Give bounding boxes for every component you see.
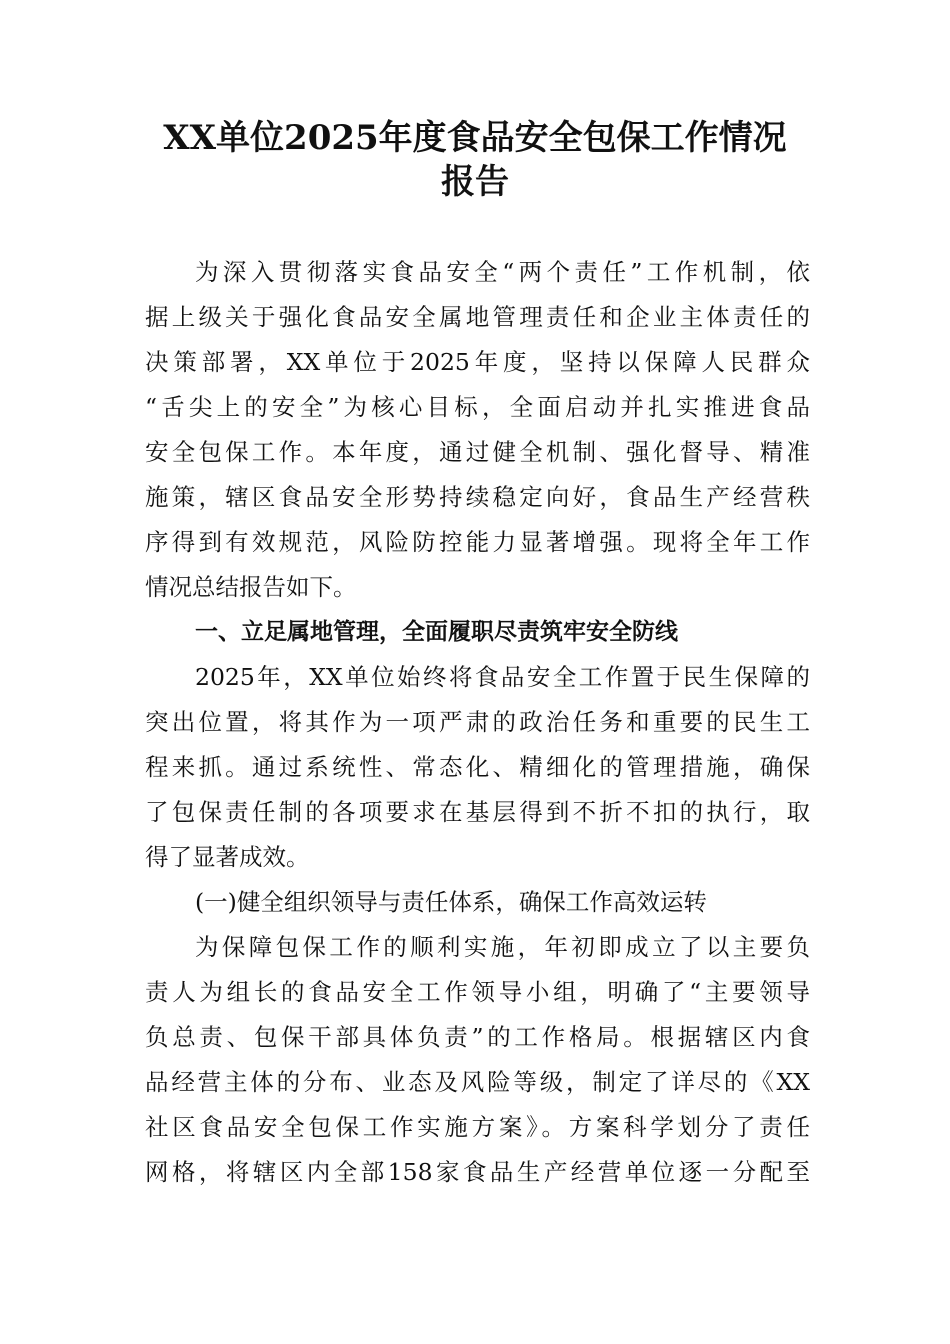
section-1-line: 2025年，XX单位始终将食品安全工作置于民生保障的 — [195, 663, 810, 691]
subsection-1-line: 社区食品安全包保工作实施方案》。方案科学划分了责任 — [145, 1113, 810, 1141]
subsection-1-line: 责人为组长的食品安全工作领导小组，明确了“主要领导 — [145, 978, 810, 1006]
document-title-line-1: XX单位2025年度食品安全包保工作情况 — [163, 118, 787, 158]
subsection-1-line: 网格，将辖区内全部158家食品生产经营单位逐一分配至 — [145, 1158, 810, 1186]
intro-line: 据上级关于强化食品安全属地管理责任和企业主体责任的 — [145, 303, 810, 331]
intro-line: 决策部署，XX单位于2025年度，坚持以保障人民群众 — [145, 348, 810, 376]
intro-line: “舌尖上的安全”为核心目标，全面启动并扎实推进食品 — [145, 393, 810, 421]
subsection-1-line: 负总责、包保干部具体负责”的工作格局。根据辖区内食 — [145, 1023, 810, 1051]
section-heading: 一、立足属地管理，全面履职尽责筑牢安全防线 — [195, 619, 678, 645]
section-1-line: 程来抓。通过系统性、常态化、精细化的管理措施，确保 — [145, 753, 810, 781]
subsection-1-line: 为保障包保工作的顺利实施，年初即成立了以主要负 — [195, 933, 810, 961]
document-title-line-2: 报告 — [441, 162, 509, 202]
intro-line: 施策，辖区食品安全形势持续稳定向好，食品生产经营秩 — [145, 483, 810, 511]
section-1-line: 得了显著成效。 — [145, 843, 310, 871]
intro-line: 安全包保工作。本年度，通过健全机制、强化督导、精准 — [145, 438, 810, 466]
intro-line: 为深入贯彻落实食品安全“两个责任”工作机制，依 — [195, 258, 810, 286]
subsection-heading: (一)健全组织领导与责任体系，确保工作高效运转 — [195, 888, 707, 916]
section-1-line: 了包保责任制的各项要求在基层得到不折不扣的执行，取 — [145, 798, 810, 826]
intro-line: 序得到有效规范，风险防控能力显著增强。现将全年工作 — [145, 528, 810, 556]
intro-line: 情况总结报告如下。 — [145, 573, 357, 601]
section-1-line: 突出位置，将其作为一项严肃的政治任务和重要的民生工 — [145, 708, 810, 736]
subsection-1-line: 品经营主体的分布、业态及风险等级，制定了详尽的《XX — [145, 1068, 810, 1096]
